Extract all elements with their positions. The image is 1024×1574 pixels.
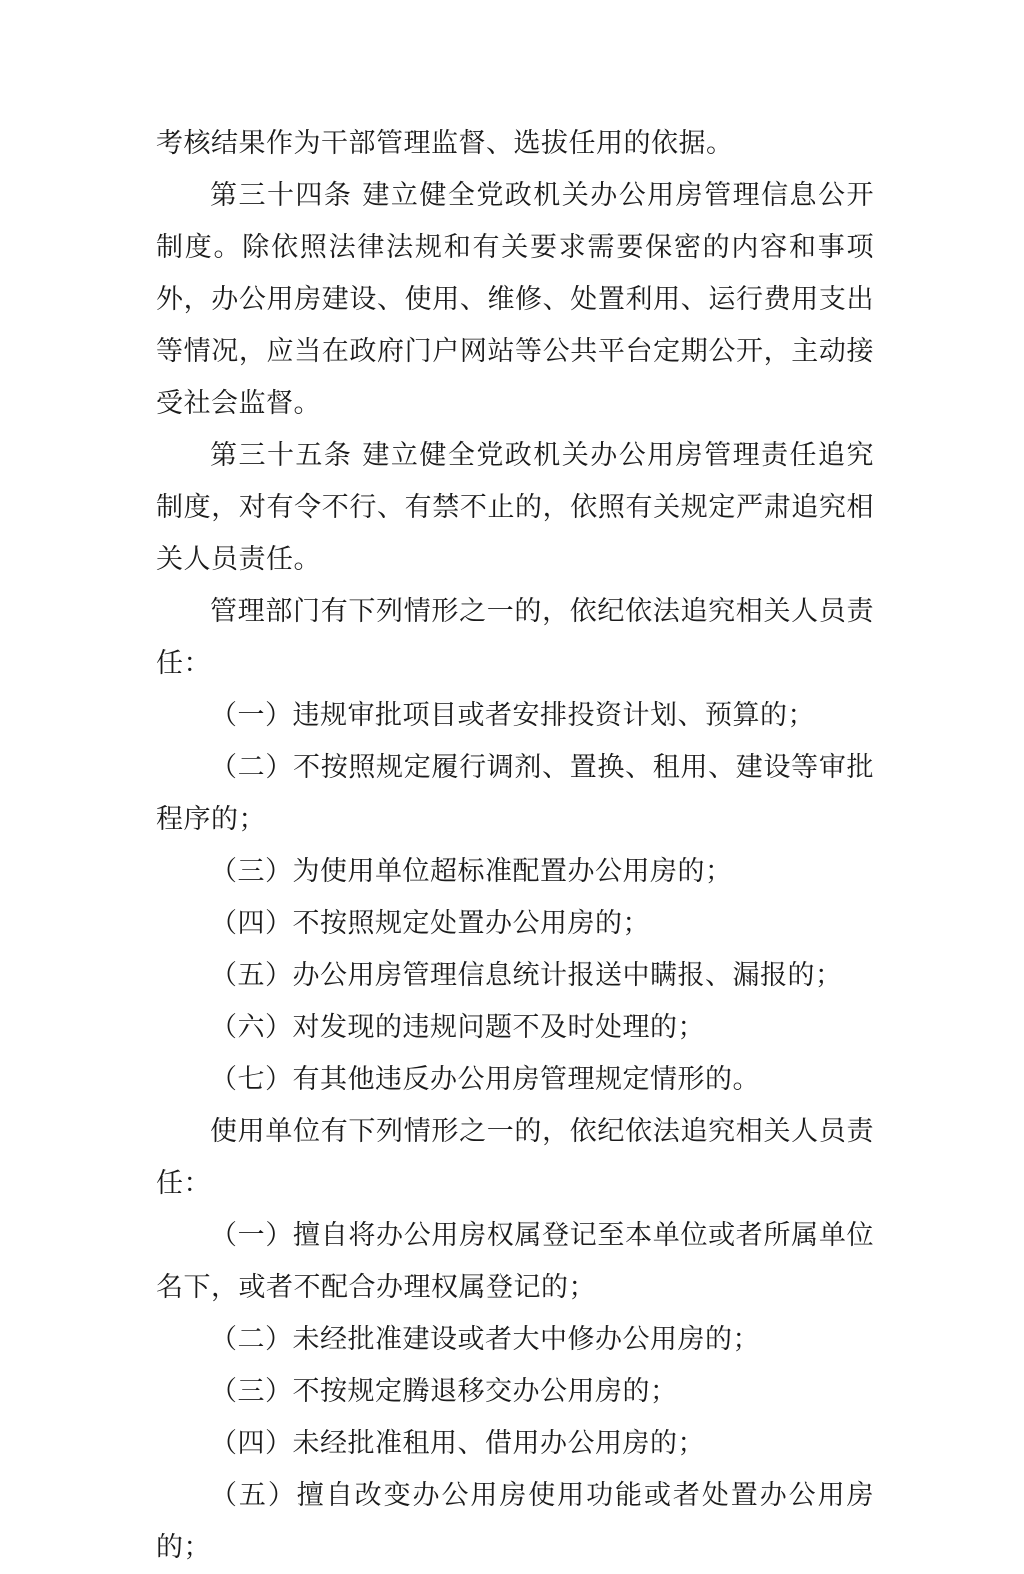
article-34-paragraph: 第三十四条 建立健全党政机关办公用房管理信息公开制度。除依照法律法规和有关要求需要保密的内容和事项外，办公用房建设、使用、维修、处置利用、运行费用支出等情况，应当在政府门户网站等公共平台定期公开，主动接受社会监督。 xyxy=(156,180,874,419)
list-item: （四）不按照规定处置办公用房的； xyxy=(210,908,650,939)
list-item: （三）不按规定腾退移交办公用房的； xyxy=(210,1376,678,1407)
management-dept-intro: 管理部门有下列情形之一的，依纪依法追究相关人员责任： xyxy=(156,596,874,679)
document-body xyxy=(156,118,874,1574)
list-item: （三）为使用单位超标准配置办公用房的； xyxy=(210,856,733,887)
list-item: （二）未经批准建设或者大中修办公用房的； xyxy=(210,1324,760,1355)
list-item: （一）擅自将办公用房权属登记至本单位或者所属单位名下，或者不配合办理权属登记的； xyxy=(156,1220,874,1303)
list-item: （五）擅自改变办公用房使用功能或者处置办公用房的； xyxy=(156,1480,874,1563)
list-item: （六）对发现的违规问题不及时处理的； xyxy=(210,1012,705,1043)
list-item: （二）不按照规定履行调剂、置换、租用、建设等审批程序的； xyxy=(156,752,874,835)
list-item: （一）违规审批项目或者安排投资计划、预算的； xyxy=(210,700,815,731)
list-item: （四）未经批准租用、借用办公用房的； xyxy=(210,1428,705,1459)
paragraph: 考核结果作为干部管理监督、选拔任用的依据。 xyxy=(156,128,734,159)
article-35-paragraph: 第三十五条 建立健全党政机关办公用房管理责任追究制度，对有令不行、有禁不止的，依照有关规定严肃追究相关人员责任。 xyxy=(156,440,874,575)
list-item: （五）办公用房管理信息统计报送中瞒报、漏报的； xyxy=(210,960,843,991)
list-item: （七）有其他违反办公用房管理规定情形的。 xyxy=(210,1064,760,1095)
using-unit-intro: 使用单位有下列情形之一的，依纪依法追究相关人员责任： xyxy=(156,1116,874,1199)
